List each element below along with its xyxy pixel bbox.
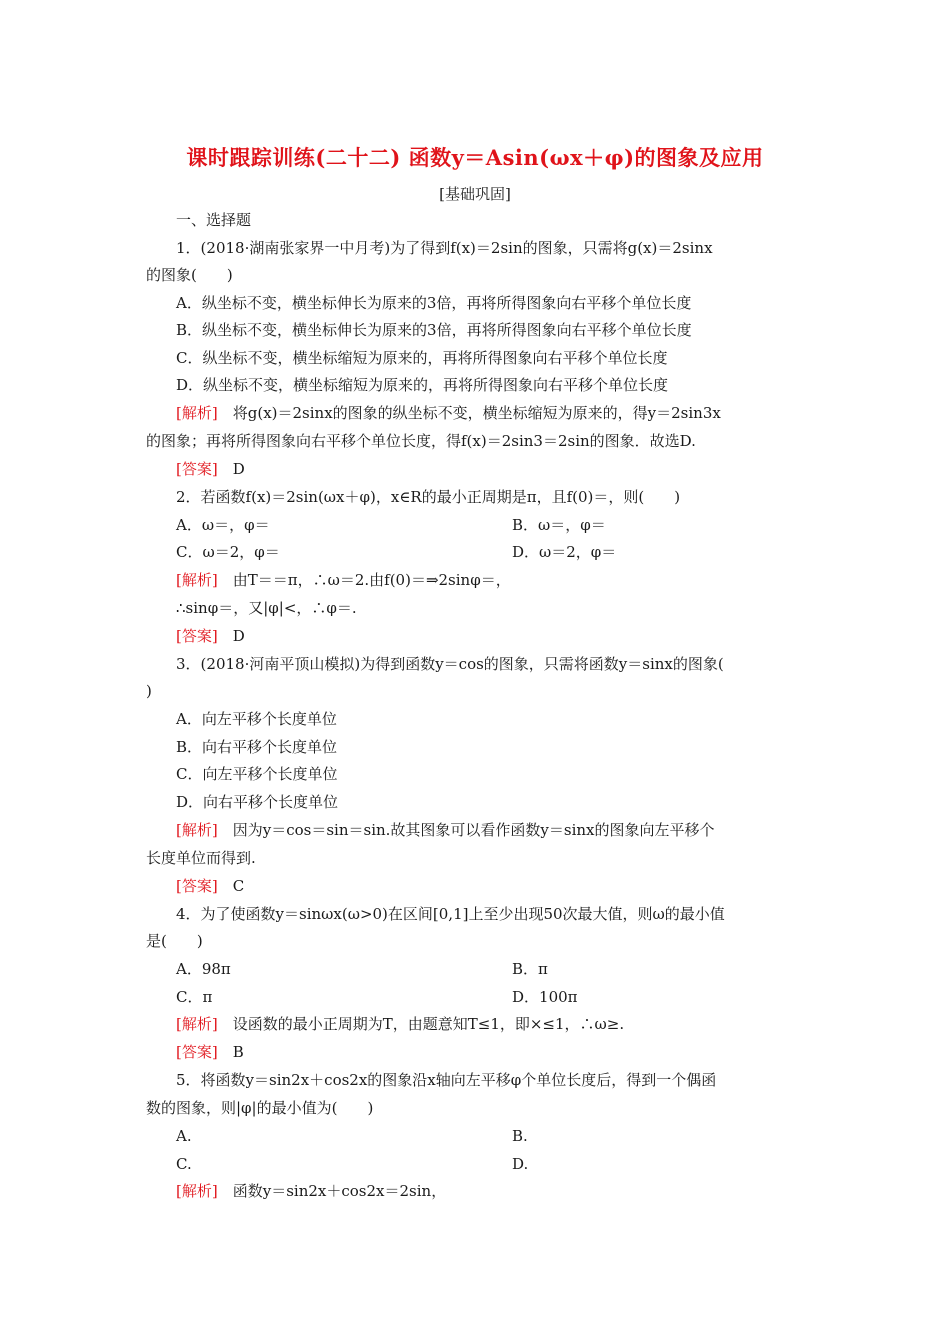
answer-tag: [答案]: [176, 627, 218, 645]
analysis-tag: [解析]: [176, 1015, 218, 1033]
q2-answer: [176, 626, 245, 646]
q3-option-b: B．向右平移个长度单位: [176, 738, 338, 756]
q1-analysis-line2: 的图象；再将所得图象向右平移个单位长度，得f(x)＝2sin3＝2sin的图象．故选D.: [146, 432, 696, 450]
q4-option-d: D．100π: [512, 988, 578, 1006]
q4-option-a: A．98π: [176, 960, 231, 978]
q4-stem-line2: 是( ): [146, 932, 203, 950]
answer-tag: [答案]: [176, 460, 218, 478]
q1-option-c: C．纵坐标不变，横坐标缩短为原来的，再将所得图象向右平移个单位长度: [176, 349, 668, 367]
section-subtitle: [基础巩固]: [439, 185, 511, 203]
q1-answer-value: D: [232, 460, 245, 478]
q2-answer-value: D: [232, 627, 245, 645]
q1-stem-line1: 1．(2018·湖南张家界一中月考)为了得到f(x)＝2sin的图象，只需将g(x)＝2sinx: [176, 239, 713, 257]
q5-stem-line1: 5．将函数y＝sin2x＋cos2x的图象沿x轴向左平移φ个单位长度后，得到一个偶函: [176, 1071, 717, 1089]
q2-option-b: B．ω＝，φ＝: [512, 516, 606, 534]
q5-analysis-line1: [176, 1181, 446, 1201]
section-heading: 一、选择题: [176, 211, 252, 229]
q5-option-b: B.: [512, 1127, 528, 1145]
q3-option-a: A．向左平移个长度单位: [176, 710, 337, 728]
q4-option-b: B．π: [512, 960, 548, 978]
q3-answer-value: C: [232, 877, 245, 895]
q5-stem-line2: 数的图象，则|φ|的最小值为( ): [146, 1099, 374, 1117]
q2-analysis-text1: 由T＝＝π，∴ω＝2.由f(0)＝⇒2sinφ＝，: [232, 571, 511, 589]
q4-answer: [176, 1042, 244, 1062]
q3-option-c: C．向左平移个长度单位: [176, 765, 338, 783]
q3-answer: [176, 876, 244, 896]
q1-answer: [176, 459, 245, 479]
analysis-tag: [解析]: [176, 571, 218, 589]
q2-stem-line1: 2．若函数f(x)＝2sin(ωx＋φ)，x∈R的最小正周期是π，且f(0)＝，则( ): [176, 488, 681, 506]
q2-analysis-line2: ∴sinφ＝，又|φ|<，∴φ＝.: [176, 599, 357, 617]
q1-option-a: A．纵坐标不变，横坐标伸长为原来的3倍，再将所得图象向右平移个单位长度: [176, 294, 692, 312]
q4-stem-line1: 4．为了使函数y＝sinωx(ω>0)在区间[0,1]上至少出现50次最大值，则ω的最小值: [176, 905, 725, 923]
analysis-tag: [解析]: [176, 404, 218, 422]
q1-analysis-line1: [176, 403, 721, 423]
q3-analysis-line2: 长度单位而得到.: [146, 849, 256, 867]
q5-option-d: D.: [512, 1155, 529, 1173]
q4-answer-value: B: [232, 1043, 244, 1061]
q2-option-c: C．ω＝2，φ＝: [176, 543, 280, 561]
q4-option-c: C．π: [176, 988, 213, 1006]
q3-stem-line1: 3．(2018·河南平顶山模拟)为得到函数y＝cos的图象，只需将函数y＝sinx的图象(: [176, 655, 724, 673]
answer-tag: [答案]: [176, 877, 218, 895]
q2-analysis-line1: [176, 570, 511, 590]
answer-tag: [答案]: [176, 1043, 218, 1061]
q1-stem-line2: 的图象( ): [146, 266, 233, 284]
q3-option-d: D．向右平移个长度单位: [176, 793, 339, 811]
q4-analysis-text1: 设函数的最小正周期为T，由题意知T≤1，即×≤1，∴ω≥.: [232, 1015, 625, 1033]
page-title: 课时跟踪训练(二十二) 函数y＝Asin(ωx＋φ)的图象及应用: [186, 145, 764, 170]
q2-option-a: A．ω＝，φ＝: [176, 516, 270, 534]
q3-stem-line2: ): [146, 682, 152, 700]
q3-analysis-line1: [176, 820, 715, 840]
q1-option-d: D．纵坐标不变，横坐标缩短为原来的，再将所得图象向右平移个单位长度: [176, 376, 669, 394]
q3-analysis-text1: 因为y＝cos＝sin＝sin.故其图象可以看作函数y＝sinx的图象向左平移个: [232, 821, 715, 839]
q2-option-d: D．ω＝2，φ＝: [512, 543, 617, 561]
analysis-tag: [解析]: [176, 821, 218, 839]
q1-analysis-text1: 将g(x)＝2sinx的图象的纵坐标不变，横坐标缩短为原来的，得y＝2sin3x: [232, 404, 721, 422]
q4-analysis-line1: [176, 1014, 624, 1034]
analysis-tag: [解析]: [176, 1182, 218, 1200]
q5-option-c: C.: [176, 1155, 192, 1173]
q5-option-a: A.: [176, 1127, 192, 1145]
q5-analysis-text1: 函数y＝sin2x＋cos2x＝2sin，: [232, 1182, 447, 1200]
q1-option-b: B．纵坐标不变，横坐标伸长为原来的3倍，再将所得图象向右平移个单位长度: [176, 321, 692, 339]
